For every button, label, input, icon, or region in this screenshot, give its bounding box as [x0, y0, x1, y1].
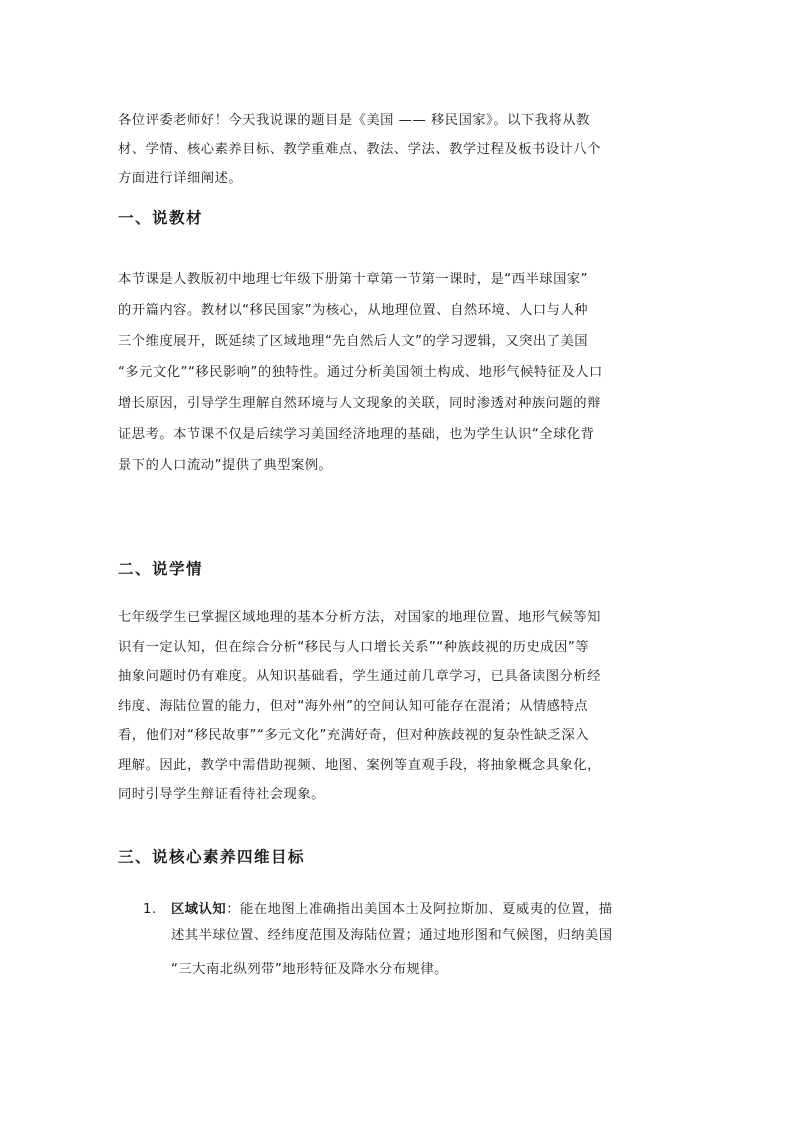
list-term: 区域认知 [171, 902, 227, 917]
text-line: 增长原因，引导学生理解自然环境与人文现象的关联，同时渗透对种族问题的辩 [118, 396, 601, 411]
section-heading: 二、说学情 [118, 560, 204, 578]
text-line: 理解。因此，教学中需借助视频、地图、案例等直观手段，将抽象概念具象化， [118, 757, 601, 773]
text-line: 纬度、海陆位置的能力，但对“海外州”的空间认知可能存在混淆；从情感特点 [118, 698, 589, 714]
text-line [171, 897, 681, 923]
section-paragraph [118, 603, 678, 810]
text-line: 同时引导学生辩证看待社会现象。 [118, 787, 325, 802]
list-item-body [171, 897, 681, 983]
text-line: 看，他们对“移民故事”“多元文化”充满好奇，但对种族歧视的复杂性缺乏深入 [118, 728, 590, 743]
text-line: 识有一定认知，但在综合分析“移民与人口增长关系”“种族歧视的历史成因”等 [118, 639, 590, 655]
text-line: “多元文化”“移民影响”的独特性。通过分析美国领土构成、地形气候特征及人口 [118, 365, 603, 380]
text-line: 的开篇内容。教材以“移民国家”为核心，从地理位置、自然环境、人口与人种 [118, 303, 589, 318]
text-line: 景下的人口流动”提供了典型案例。 [118, 458, 333, 473]
text-line: 三个维度展开，既延续了区域地理“先自然后人文”的学习逻辑，又突出了美国 [118, 334, 589, 349]
text-line: 材、学情、核心素养目标、教学重难点、教法、学法、教学过程及板书设计八个 [118, 142, 601, 157]
text-line: 述其半球位置、经纬度范围及海陆位置；通过地形图和气候图，归纳美国 [171, 928, 613, 943]
section-paragraph [118, 264, 678, 481]
text-segment: ：能在地图上准确指出美国本土及阿拉斯加、夏威夷的位置，描 [226, 902, 613, 917]
section-heading: 一、说教材 [118, 209, 204, 227]
text-line: “三大南北纵列带”地形特征及降水分布规律。 [171, 962, 448, 977]
text-line: 证思考。本节课不仅是后续学习美国经济地理的基础，也为学生认识“全球化背 [118, 427, 595, 442]
text-line: 各位评委老师好！今天我说课的题目是《美国 —— 移民国家》。以下我将从教 [118, 113, 590, 128]
text-line: 本节课是人教版初中地理七年级下册第十章第一节第一课时，是“西半球国家” [118, 272, 589, 287]
text-line: 方面进行详细阐述。 [118, 171, 243, 186]
text-line: 七年级学生已掌握区域地理的基本分析方法，对国家的地理位置、地形气候等知 [118, 610, 601, 625]
intro-paragraph [118, 106, 678, 193]
list-number: 1. [143, 902, 157, 917]
text-line: 抽象问题时仍有难度。从知识基础看，学生通过前几章学习，已具备读图分析经 [118, 669, 601, 684]
section-heading: 三、说核心素养四维目标 [118, 848, 306, 866]
